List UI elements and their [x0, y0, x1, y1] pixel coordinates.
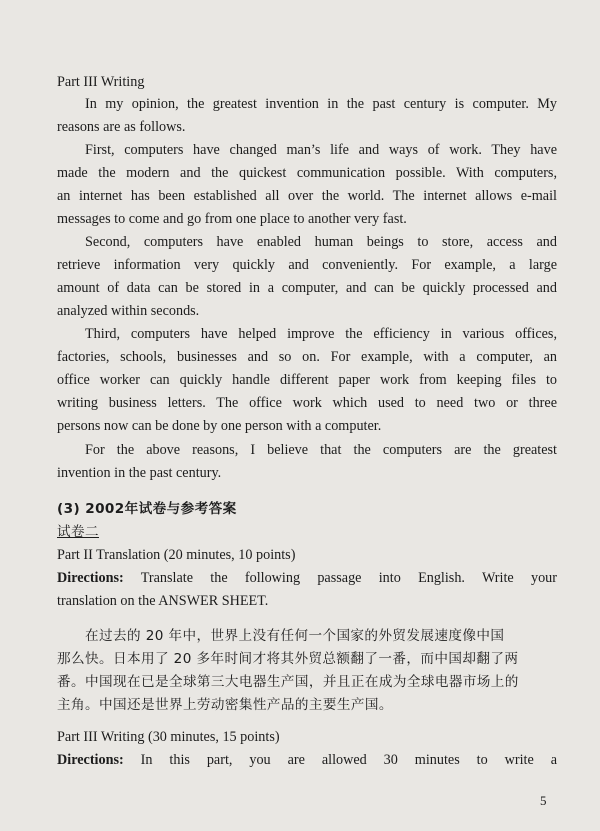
chinese-line: 主角。中国还是世界上劳动密集性产品的主要生产国。: [57, 697, 393, 713]
page-number: 5: [540, 793, 547, 808]
paragraph-line: For the above reasons, I believe that the computers are the greatest: [85, 442, 557, 458]
part2-heading: Part II Translation (20 minutes, 10 points): [57, 547, 296, 563]
paragraph-line: First, computers have changed man’s life and ways of work. They have: [85, 142, 557, 158]
chinese-line: 番。中国现在已是全球第三大电器生产国，并且正在成为全球电器市场上的: [57, 674, 519, 690]
paragraph-line: writing business letters. The office work which used to need two or three: [57, 395, 557, 411]
directions-text: Translate the following passage into English. Write your: [140, 570, 557, 586]
section-subheading: [57, 523, 557, 541]
paragraph-line: persons now can be done by one person with a computer.: [57, 418, 382, 434]
paragraph-line: analyzed within seconds.: [57, 303, 200, 319]
bleed-through-text: [567, 70, 570, 86]
paragraph-line: an internet has been established all over the world. The internet allows e-mail: [57, 188, 557, 204]
paragraph-line: reasons are as follows.: [57, 119, 186, 135]
paragraph-line: In my opinion, the greatest invention in the past century is computer. My: [85, 96, 557, 112]
directions-label: Directions:: [57, 570, 124, 586]
directions-text: In this part, you are allowed 30 minutes to write a: [140, 752, 558, 768]
paragraph-line: made the modern and the quickest communication possible. With computers,: [57, 165, 557, 181]
chinese-line: 在过去的 20 年中，世界上没有任何一个国家的外贸发展速度像中国: [85, 628, 505, 644]
directions-label: Directions:: [57, 752, 124, 768]
paragraph-line: invention in the past century.: [57, 465, 222, 481]
paragraph-line: factories, schools, businesses and so on. For example, with a computer, an: [57, 349, 557, 365]
paragraph-line: retrieve information very quickly and conveniently. For example, a large: [57, 257, 557, 273]
directions-line: [57, 569, 557, 587]
part3-writing-heading: Part III Writing (30 minutes, 15 points): [57, 729, 280, 745]
directions-line-2: translation on the ANSWER SHEET.: [57, 593, 269, 609]
paragraph-line: office worker can quickly handle different paper work from keeping files to: [57, 372, 557, 388]
paragraph-line: amount of data can be stored in a computer, and can be quickly processed and: [57, 280, 557, 296]
part3-heading: Part III Writing: [57, 74, 145, 90]
paragraph-line: Third, computers have helped improve the efficiency in various offices,: [85, 326, 557, 342]
chinese-line: 那么快。日本用了 20 多年时间才将其外贸总额翻了一番，而中国却翻了两: [57, 651, 519, 667]
directions-line: [57, 751, 557, 769]
paper-two-label: 试卷二: [57, 524, 99, 540]
section-heading: (3) 2002年试卷与参考答案: [57, 501, 237, 517]
paragraph-line: Second, computers have enabled human beings to store, access and: [85, 234, 557, 250]
paragraph-line: messages to come and go from one place to another very fast.: [57, 211, 407, 227]
